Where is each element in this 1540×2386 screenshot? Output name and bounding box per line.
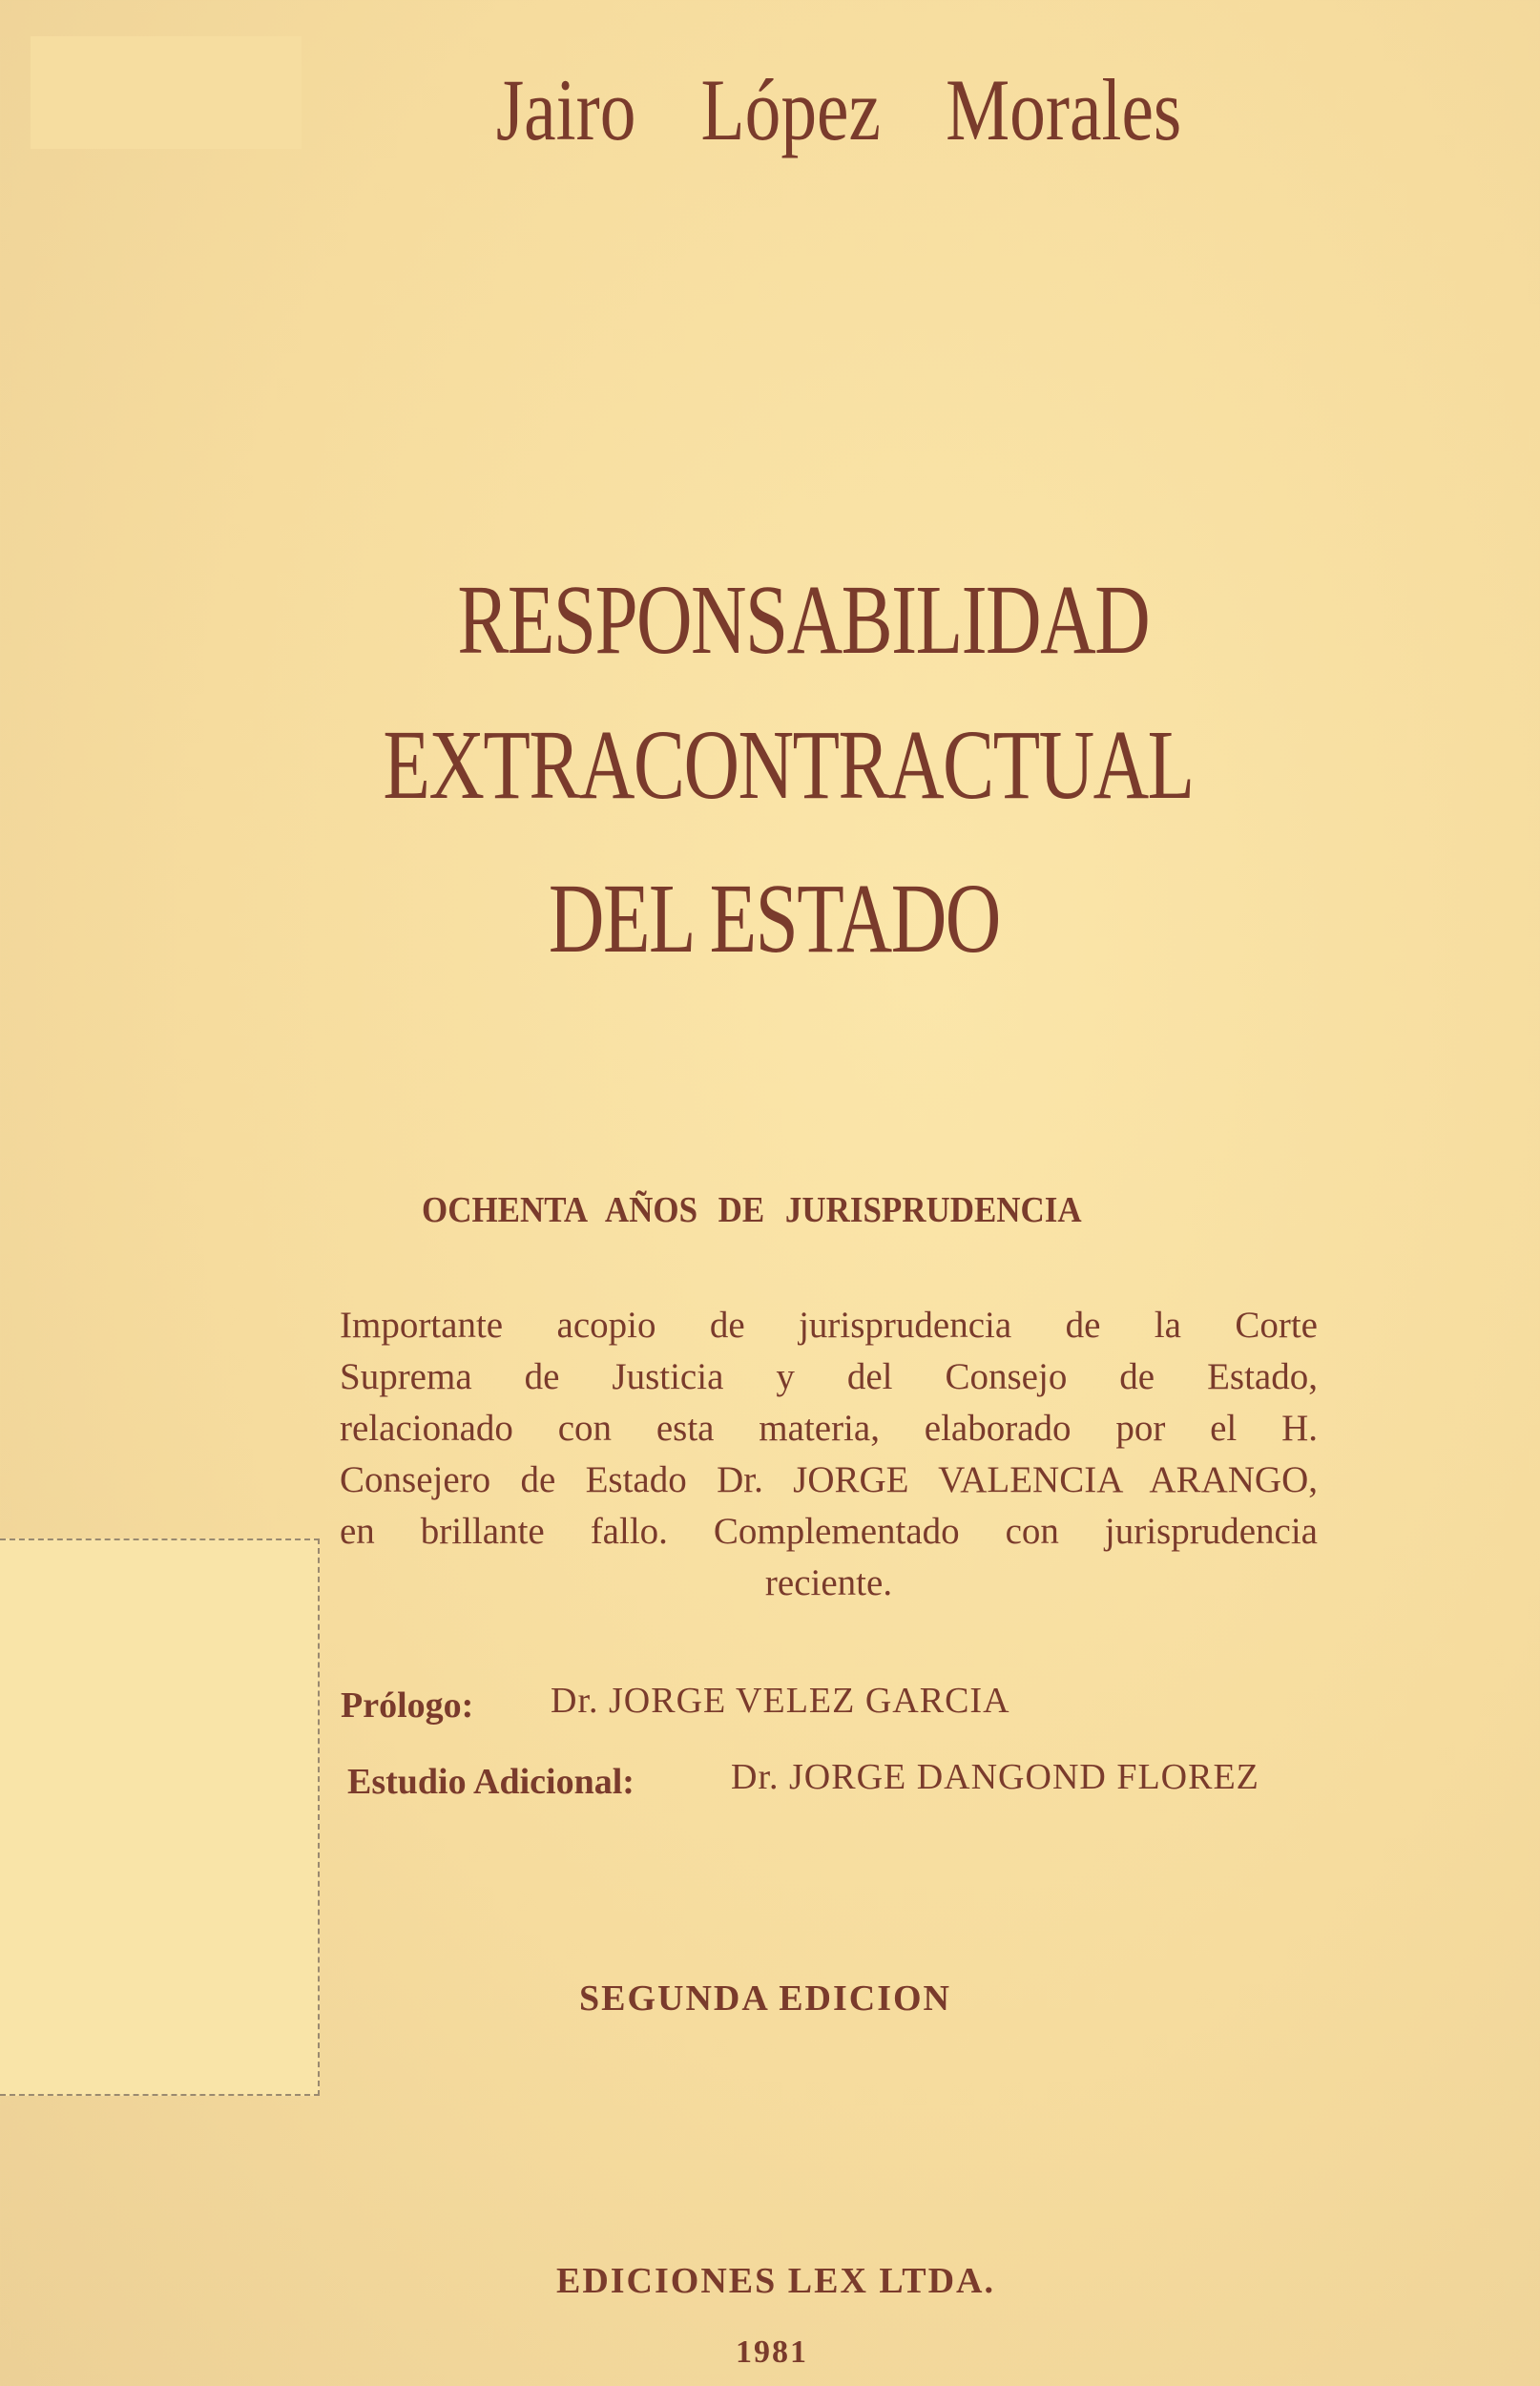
edition: SEGUNDA EDICION	[578, 1978, 952, 2019]
description-line: Importante acopio de jurisprudencia de la Corte	[340, 1305, 1318, 1346]
additional-study-author: Dr. JORGE DANGOND FLOREZ	[731, 1757, 1259, 1797]
year: 1981	[736, 2334, 808, 2370]
book-title-line-1: RESPONSABILIDAD	[457, 565, 1150, 675]
author-name: Jairo López Morales	[495, 61, 1182, 158]
description	[340, 1300, 1318, 1609]
description-line: en brillante fallo. Complementado con jurisprudencia	[340, 1511, 1318, 1552]
description-line: reciente.	[764, 1562, 893, 1603]
publisher: EDICIONES LEX LTDA.	[555, 2261, 995, 2301]
prologue-author: Dr. JORGE VELEZ GARCIA	[551, 1681, 1010, 1721]
book-title-line-3: DEL ESTADO	[548, 864, 1000, 973]
book-title-line-2: EXTRACONTRACTUAL	[383, 710, 1194, 820]
description-line: Consejero de Estado Dr. JORGE VALENCIA ARANGO,	[340, 1459, 1318, 1500]
prologue-label: Prólogo:	[341, 1685, 474, 1726]
description-line: relacionado con esta materia, elaborado por el H.	[340, 1408, 1318, 1449]
additional-study-label: Estudio Adicional:	[347, 1762, 635, 1802]
description-line: Suprema de Justicia y del Consejo de Estado,	[340, 1356, 1318, 1397]
subtitle: OCHENTA AÑOS DE JURISPRUDENCIA	[422, 1190, 1082, 1230]
